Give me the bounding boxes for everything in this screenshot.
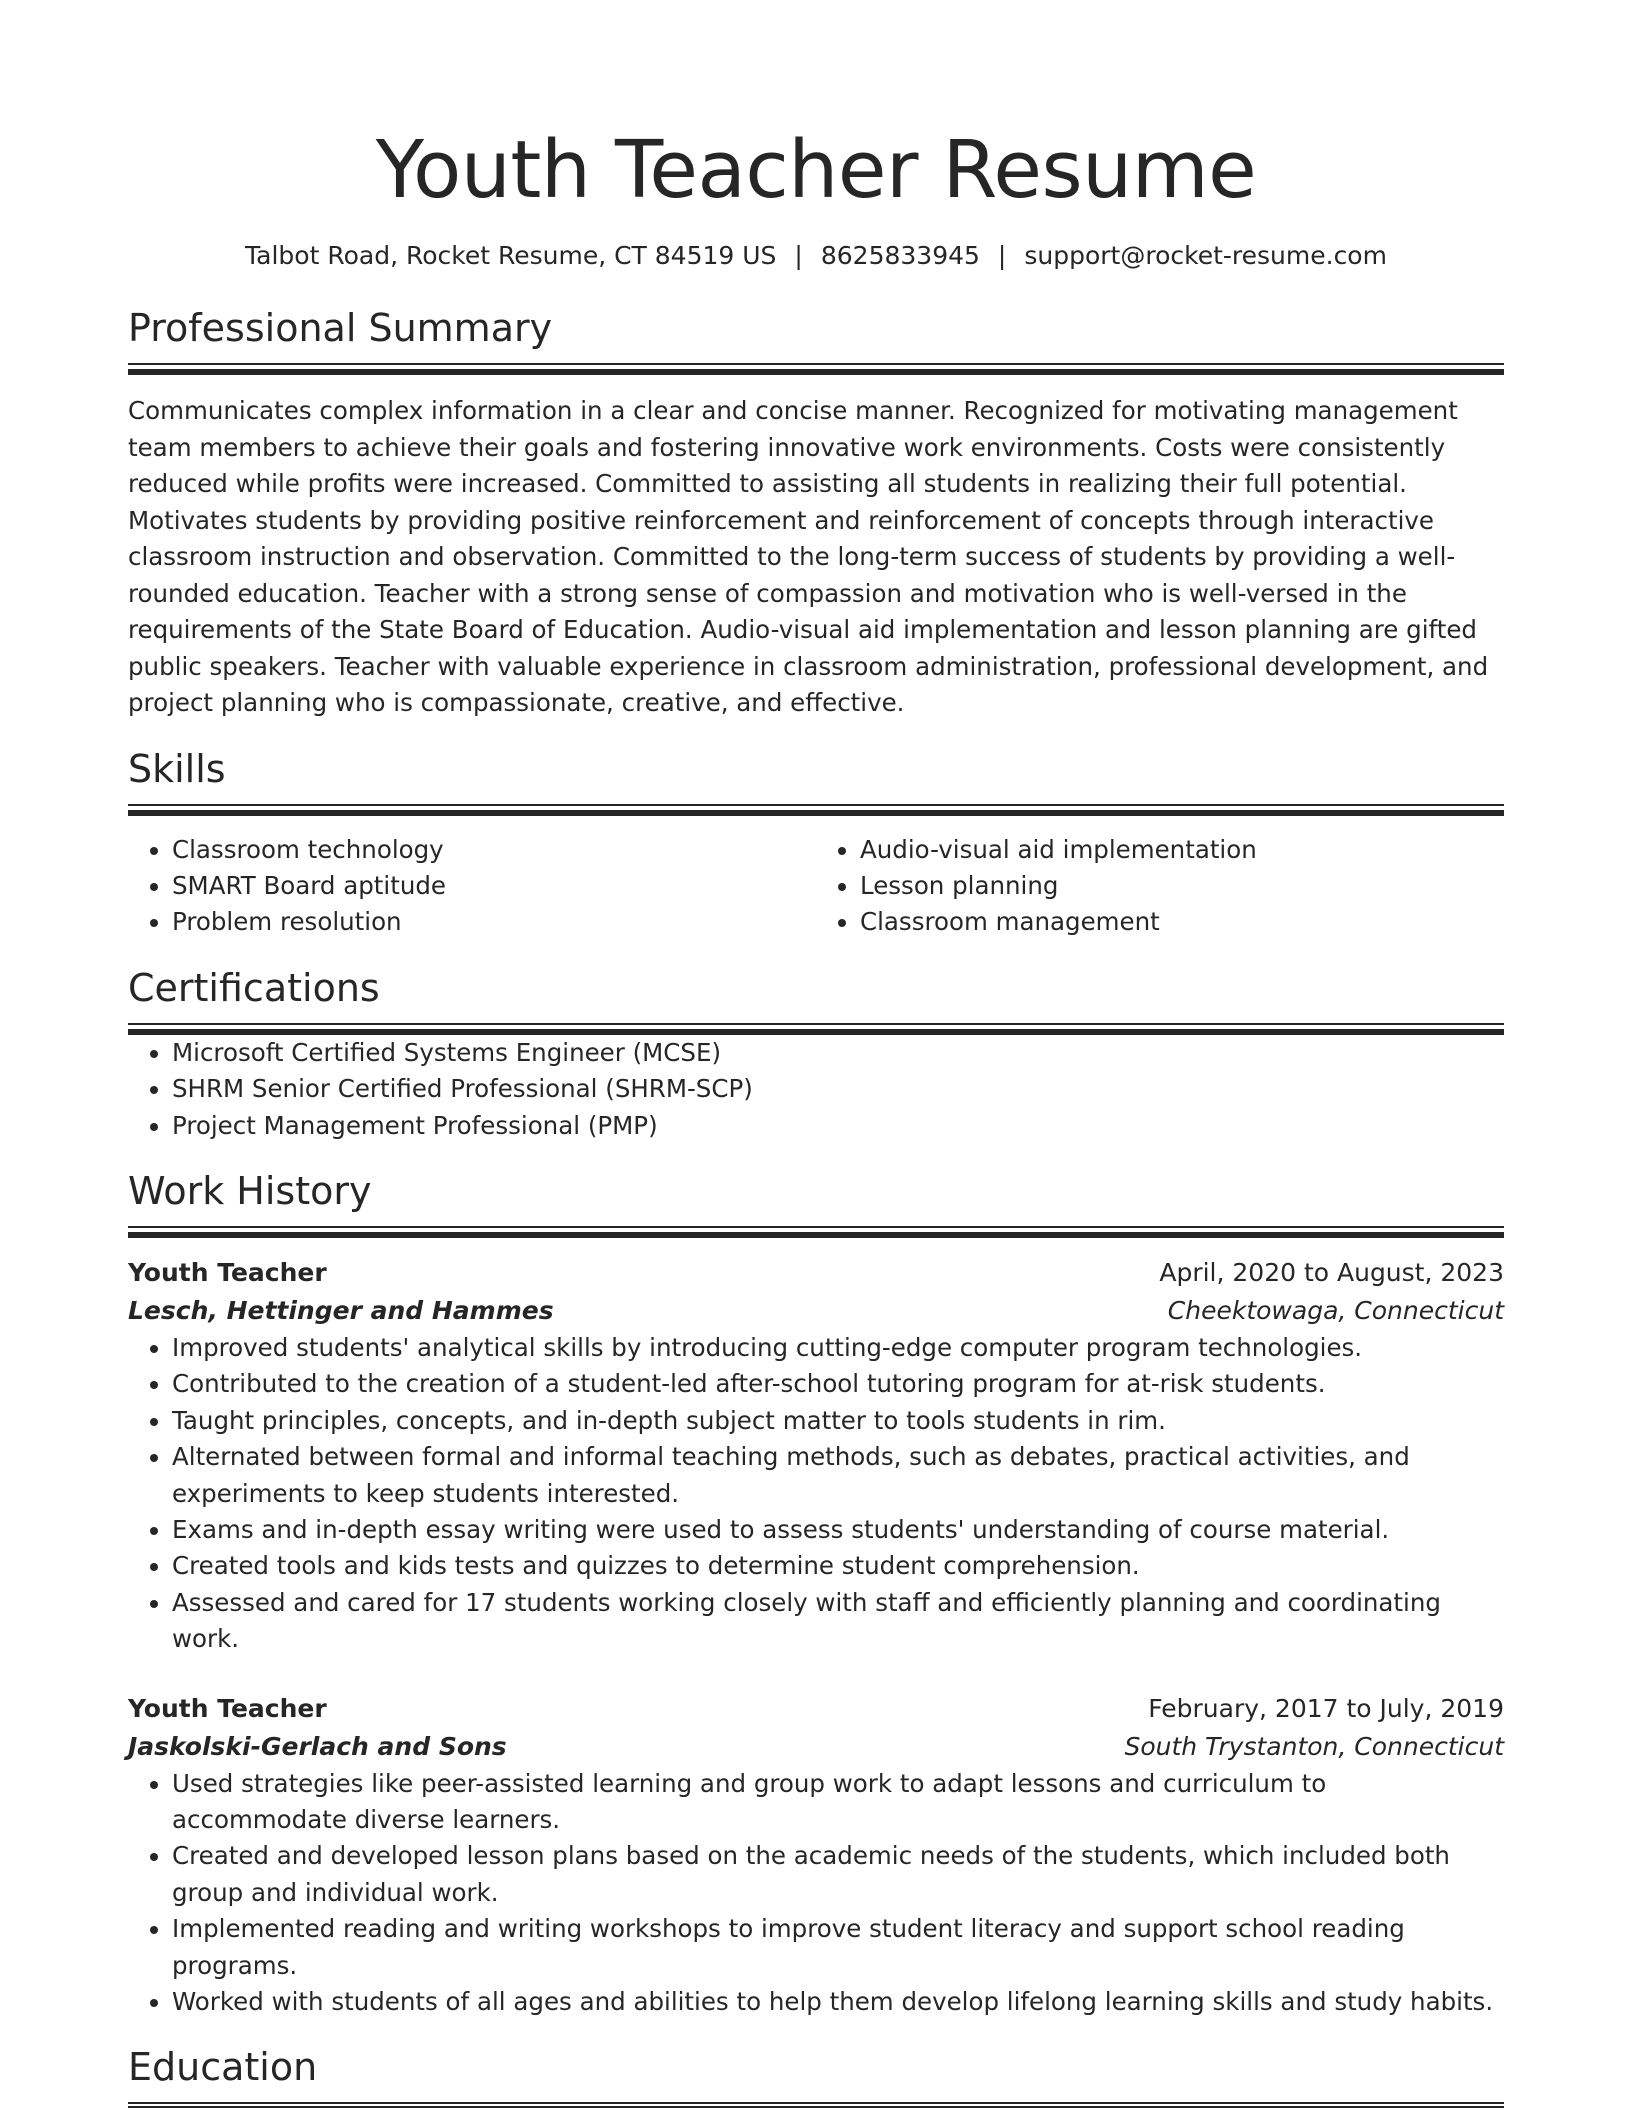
contact-phone: 8625833945 [820, 241, 980, 270]
job-location: Cheektowaga, Connecticut [1167, 1295, 1504, 1325]
job-dates: April, 2020 to August, 2023 [1159, 1257, 1504, 1287]
contact-separator: | [794, 241, 803, 270]
job-bullets [128, 1766, 1504, 2021]
job-bullets [128, 1330, 1504, 1658]
skill-item: • Audio-visual aid implementation [860, 832, 1504, 868]
job-bullet: • Improved students' analytical skills by introducing cutting-edge computer program technologies. [172, 1330, 1504, 1366]
contact-separator: | [997, 241, 1007, 270]
education-heading: Education [128, 2045, 318, 2090]
section-divider [128, 1023, 1504, 1035]
education-section [128, 2044, 1504, 2108]
job-entry [128, 1690, 1504, 2021]
skills-section [128, 746, 1504, 941]
skill-item: • Problem resolution [172, 904, 816, 940]
job-subheader-row [128, 1292, 1504, 1330]
certification-item: • Microsoft Certified Systems Engineer (MCSE) [172, 1035, 1504, 1071]
summary-text: Communicates complex information in a clear and concise manner. Recognized for motivating management team members to achieve their goals and fostering innovative work environments. Costs were consistently reduced while profits were increased. Committed to assisting all students in realizing their full potential. Motivates students by providing positive reinforcement and reinforcement of concepts through interactive classroom instruction and observation. Committed to the long-term success of students by providing a well-rounded education. Teacher with a strong sense of compassion and motivation who is well-versed in the requirements of the State Board of Education. Audio-visual aid implementation and lesson planning are gifted public speakers. Teacher with valuable experience in classroom administration, professional development, and project planning who is compassionate, creative, and effective. [128, 396, 1489, 717]
work-history-heading: Work History [128, 1168, 372, 1213]
section-divider [128, 804, 1504, 816]
job-header-row [128, 1690, 1504, 1728]
certifications-section [128, 965, 1504, 1144]
job-bullet: • Taught principles, concepts, and in-depth subject matter to tools students in rim. [172, 1403, 1504, 1439]
job-bullet: • Created and developed lesson plans based on the academic needs of the students, which included both group and individual work. [172, 1838, 1504, 1911]
job-company: Lesch, Hettinger and Hammes [128, 1295, 554, 1325]
skills-list-right [816, 832, 1504, 941]
job-location: South Trystanton, Connecticut [1124, 1731, 1504, 1761]
job-entry [128, 1254, 1504, 1658]
job-company: Jaskolski-Gerlach and Sons [128, 1731, 507, 1761]
summary-heading: Professional Summary [128, 306, 553, 350]
job-bullet: • Alternated between formal and informal teaching methods, such as debates, practical activities, and experiments to keep students interested. [172, 1439, 1504, 1512]
section-divider [128, 2102, 1504, 2108]
skill-item: • SMART Board aptitude [172, 868, 816, 904]
certification-item: • Project Management Professional (PMP) [172, 1108, 1504, 1144]
job-bullet: • Worked with students of all ages and abilities to help them develop lifelong learning skills and study habits. [172, 1984, 1504, 2020]
skill-item: • Lesson planning [860, 868, 1504, 904]
job-title: Youth Teacher [128, 1693, 327, 1723]
job-subheader-row [128, 1728, 1504, 1766]
contact-line [128, 240, 1504, 272]
job-bullet: • Created tools and kids tests and quizzes to determine student comprehension. [172, 1548, 1504, 1584]
work-history-section [128, 1168, 1504, 2021]
job-bullet: • Used strategies like peer-assisted learning and group work to adapt lessons and curriculum to accommodate diverse learners. [172, 1766, 1504, 1839]
job-bullet: • Exams and in-depth essay writing were used to assess students' understanding of course material. [172, 1512, 1504, 1548]
job-dates: February, 2017 to July, 2019 [1148, 1693, 1504, 1723]
job-bullet: • Implemented reading and writing workshops to improve student literacy and support school reading programs. [172, 1911, 1504, 1984]
certifications-list [128, 1035, 1504, 1144]
contact-email: support@rocket-resume.com [1024, 241, 1387, 270]
skill-item: • Classroom technology [172, 832, 816, 868]
certification-item: • SHRM Senior Certified Professional (SHRM-SCP) [172, 1071, 1504, 1107]
section-divider [128, 1226, 1504, 1238]
summary-section [128, 305, 1504, 722]
job-header-row [128, 1254, 1504, 1292]
section-divider [128, 363, 1504, 375]
certifications-heading: Certifications [128, 965, 380, 1010]
job-bullet: • Assessed and cared for 17 students working closely with staff and efficiently planning and coordinating work. [172, 1585, 1504, 1658]
resume-title: Youth Teacher Resume [375, 124, 1257, 216]
skills-grid [128, 832, 1504, 941]
job-title: Youth Teacher [128, 1257, 327, 1287]
skill-item: • Classroom management [860, 904, 1504, 940]
contact-address: Talbot Road, Rocket Resume, CT 84519 US [245, 241, 777, 270]
skills-heading: Skills [128, 746, 226, 791]
job-bullet: • Contributed to the creation of a student-led after-school tutoring program for at-risk students. [172, 1366, 1504, 1402]
skills-list-left [128, 832, 816, 941]
